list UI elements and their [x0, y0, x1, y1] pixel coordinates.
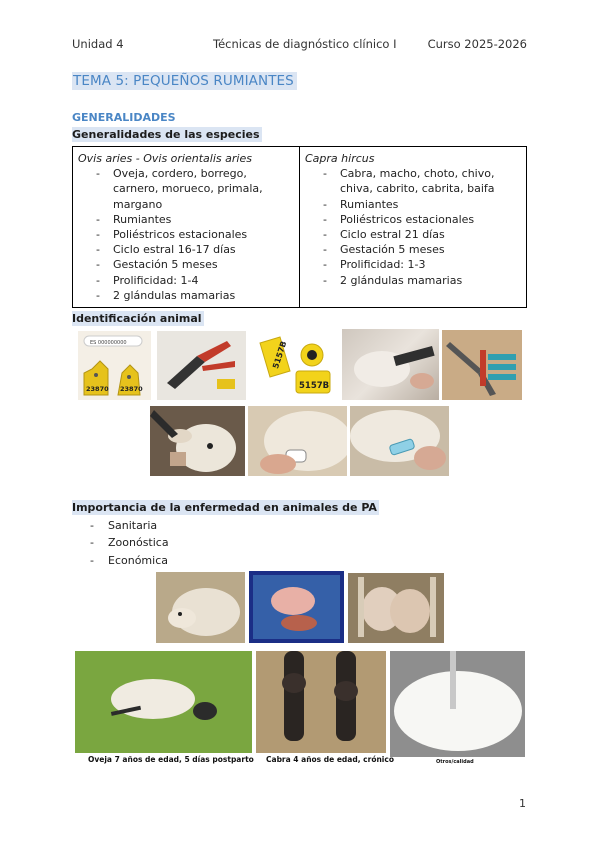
goat-item: - Rumiantes [323, 197, 521, 212]
tag1-number: 23870 [86, 385, 109, 393]
leg-tag-drawing [350, 406, 449, 476]
importance-item: - Zoonóstica [90, 534, 169, 551]
subheading-species-text: Generalidades de las especies [72, 128, 260, 141]
photo-electronic-bolus [248, 406, 347, 476]
photo-aborted-fetus [249, 571, 344, 643]
subheading-importance-text: Importancia de la enfermedad en animales de PA [72, 501, 377, 514]
sheep-item: - 2 glándulas mamarias [96, 288, 294, 303]
photo-tattoo-ear [342, 329, 439, 400]
tag4-number: 5157B [299, 381, 330, 391]
sick-sheep-drawing [156, 572, 245, 643]
yellow-tags-drawing [250, 331, 338, 400]
tattoo-kit-drawing [442, 330, 522, 400]
importance-item: - Sanitaria [90, 517, 169, 534]
photo-tattoo-kit [442, 330, 522, 400]
subheading-identification [72, 312, 204, 325]
aborted-fetus-drawing [249, 571, 344, 643]
caption-goat: Cabra 4 años de edad, crónico [266, 755, 394, 764]
photo-leg-tag [350, 406, 449, 476]
subheading-species [72, 128, 262, 141]
page-number: 1 [519, 797, 526, 810]
bolus-drawing [248, 406, 347, 476]
page-title: TEMA 5: PEQUEÑOS RUMIANTES [72, 72, 297, 90]
tag2-number: 23870 [120, 385, 143, 393]
subheading-importance [72, 501, 379, 514]
sheep-item: - Rumiantes [96, 212, 294, 227]
applicator-drawing [157, 331, 246, 400]
sheep-item: - Oveja, cordero, borrego, carnero, morueco, primala, margano [96, 166, 294, 212]
goat-item: - Cabra, macho, choto, chivo, chiva, cabrito, cabrita, baifa [323, 166, 521, 196]
species-name-goat: Capra hircus [305, 152, 375, 165]
species-name-sheep: Ovis aries - Ovis orientalis aries [78, 152, 252, 165]
species-cell-sheep [73, 147, 300, 308]
downer-sheep-drawing [75, 651, 252, 753]
header-course-title: Técnicas de diagnóstico clínico I [213, 37, 397, 51]
goat-item: - Gestación 5 meses [323, 242, 521, 257]
tag-top-text: ES 000000000 [90, 340, 127, 346]
photo-sheep-tagging [150, 406, 245, 476]
sheep-item: - Poliéstricos estacionales [96, 227, 294, 242]
subheading-identification-text: Identificación animal [72, 312, 202, 325]
photo-yellow-tags [250, 331, 338, 400]
header-year: Curso 2025-2026 [427, 37, 527, 51]
photo-goat-legs [256, 651, 386, 753]
goat-item: - Prolificidad: 1-3 [323, 257, 521, 272]
goat-item: - Ciclo estral 21 días [323, 227, 521, 242]
photo-ear-tags [78, 331, 151, 400]
importance-item: - Económica [90, 552, 169, 569]
photo-sick-sheep-head [156, 572, 245, 643]
header-unit: Unidad 4 [72, 37, 124, 51]
photo-udder [348, 573, 444, 643]
section-heading-generalidades: GENERALIDADES [72, 111, 176, 124]
goat-item: - Poliéstricos estacionales [323, 212, 521, 227]
photo-tag-applicator [157, 331, 246, 400]
photo-downer-sheep [75, 651, 252, 753]
goat-item: - 2 glándulas mamarias [323, 273, 521, 288]
tattoo-ear-drawing [342, 329, 439, 400]
sheep-item: - Ciclo estral 16-17 días [96, 242, 294, 257]
caption-sheep: Oveja 7 años de edad, 5 días postparto [88, 755, 254, 764]
sheep-tagging-drawing [150, 406, 245, 476]
milk-tank-drawing [390, 651, 525, 757]
sheep-item: - Prolificidad: 1-4 [96, 273, 294, 288]
tag3-number: 5157B [271, 340, 289, 370]
ear-tags-drawing [78, 331, 151, 400]
sheep-item: - Gestación 5 meses [96, 257, 294, 272]
species-cell-goat [300, 147, 527, 308]
photo-milk-tank [390, 651, 525, 757]
importance-list [90, 517, 169, 569]
caption-milk: Otros/calidad [436, 759, 474, 765]
udder-drawing [348, 573, 444, 643]
goat-legs-drawing [256, 651, 386, 753]
species-table [72, 146, 527, 308]
